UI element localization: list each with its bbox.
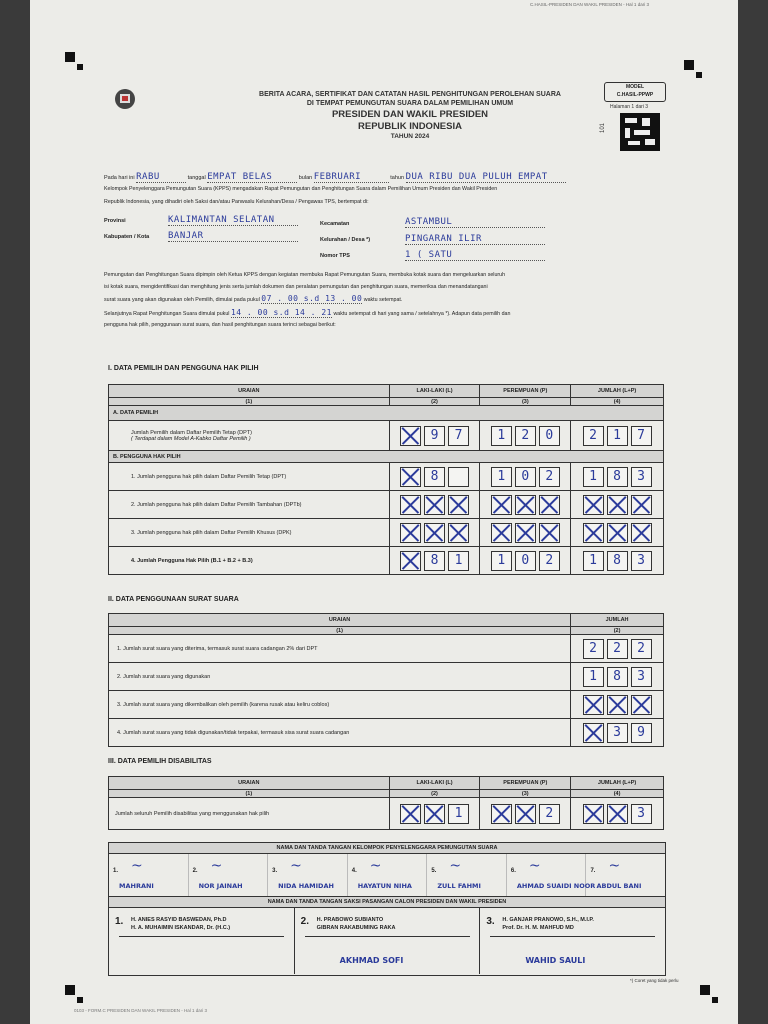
col-num: (1) [109, 790, 390, 798]
digit-box: 1 [448, 551, 469, 571]
month-label: bulan [298, 175, 313, 181]
crossed-box [583, 723, 604, 743]
row-b2-jumlah [571, 491, 664, 519]
digit-boxes [571, 667, 663, 687]
signature-scribble: ~ [369, 858, 382, 874]
slot-number: 4. [351, 868, 357, 874]
digit-box: 2 [515, 426, 536, 446]
row-a-perempuan [480, 421, 571, 451]
crossed-box [607, 695, 628, 715]
digit-box: 1 [583, 467, 604, 487]
registration-mark [77, 997, 83, 1003]
signer-name: ZULL FAHMI [437, 882, 481, 890]
candidate-1: H. ANIES RASYID BASWEDAN, Ph.D [131, 917, 227, 923]
registration-mark [712, 997, 718, 1003]
digit-box: 1 [607, 426, 628, 446]
registration-mark [684, 60, 694, 70]
col-num: (4) [571, 790, 664, 798]
witness-name: WAHID SAULI [525, 956, 586, 965]
digit-boxes [571, 495, 663, 515]
crossed-box [607, 523, 628, 543]
slot-number: 3. [486, 916, 495, 927]
crossed-box [583, 495, 604, 515]
row-a-laki [389, 421, 480, 451]
row-a-text: Jumlah Pemilih dalam Daftar Pemilih Tetap (DPT) [131, 429, 252, 436]
slot-number: 2. [300, 916, 310, 927]
digit-box: 9 [631, 723, 652, 743]
crossed-box [400, 495, 421, 515]
digit-box: 0 [515, 467, 536, 487]
col-num: (4) [571, 398, 664, 406]
digit-box: 3 [631, 667, 652, 687]
kpps-signature-slot [427, 854, 507, 896]
col-jumlah: JUMLAH [571, 614, 664, 627]
crossed-box [631, 523, 652, 543]
crossed-box [583, 695, 604, 715]
digit-box: 8 [424, 467, 445, 487]
candidate-names [502, 916, 594, 932]
divider [490, 936, 655, 937]
crossed-box [400, 467, 421, 487]
digit-boxes [390, 804, 480, 824]
digit-boxes [480, 467, 570, 487]
kelurahan-label: Kelurahan / Desa *) [320, 237, 371, 243]
digit-box: 9 [424, 426, 445, 446]
para-line1: Pemungutan dan Penghitungan Suara dipimpin oleh Ketua KPPS dengan kegiatan membuka Rapat Pemungutan Suara, membuka kotak suara dan mengeluarkan seluruh [104, 272, 506, 278]
para-line4 [104, 307, 714, 321]
header-line3: PRESIDEN DAN WAKIL PRESIDEN [331, 109, 489, 120]
crossed-box [424, 804, 445, 824]
crossed-box [448, 495, 469, 515]
header-line5: TAHUN 2024 [390, 133, 430, 140]
subsection-a: A. DATA PEMILIH [109, 406, 664, 421]
digit-box [448, 467, 469, 487]
disabilitas-perempuan [480, 798, 571, 830]
top-strip: C.HASIL-PRESIDEN DAN WAKIL PRESIDEN - Hal 1 dari 3 [530, 2, 649, 7]
disabilitas-jumlah [571, 798, 664, 830]
row-b3-laki [389, 519, 480, 547]
section2-title: II. DATA PENGGUNAAN SURAT SUARA [108, 596, 239, 603]
saksi-signatures [109, 908, 665, 974]
disabilitas-label: Jumlah seluruh Pemilih disabilitas yang menggunakan hak pilih [109, 798, 390, 830]
digit-box: 2 [583, 426, 604, 446]
witness-name: AKHMAD SOFI [339, 956, 404, 965]
digit-boxes [571, 523, 663, 543]
row-r3-jumlah [571, 691, 664, 719]
crossed-box [631, 495, 652, 515]
proceedings-paragraph [104, 270, 714, 332]
digit-boxes [390, 551, 480, 571]
tps-value: 1 ( SATU [405, 250, 545, 261]
crossed-box [400, 551, 421, 571]
digit-boxes [480, 495, 570, 515]
section1-title: I. DATA PEMILIH DAN PENGGUNA HAK PILIH [108, 365, 259, 372]
row-r2-label: 2. Jumlah surat suara yang digunakan [109, 663, 571, 691]
crossed-box [400, 523, 421, 543]
digit-box: 7 [631, 426, 652, 446]
signature-scribble: ~ [210, 858, 223, 874]
date-value: EMPAT BELAS [207, 172, 297, 183]
para-line2: isi kotak suara, mengidentifikasi dan menghitung jenis serta jumlah dokumen dan peralatan pemungutan dan penghitungan suara, memeriksa dan menandatangani [104, 283, 488, 290]
para-line3-end: waktu setempat. [363, 297, 403, 303]
kpps-signature-slot [348, 854, 428, 896]
signer-name: NOR JAINAH [198, 882, 243, 890]
row-r1-label: 1. Jumlah surat suara yang diterima, termasuk surat suara cadangan 2% dari DPT [109, 635, 571, 663]
provinsi-label: Provinsi [104, 218, 126, 224]
qr-code-icon [620, 113, 660, 151]
kabupaten-label: Kabupaten / Kota [104, 234, 150, 240]
para-line5: pengguna hak pilih, penggunaan surat suara, dan hasil penghitungan suara terinci sebagai berikut: [104, 322, 336, 328]
slot-number: 3. [272, 868, 278, 874]
digit-box: 3 [631, 467, 652, 487]
row-b2-perempuan [480, 491, 571, 519]
provinsi-value: KALIMANTAN SELATAN [168, 215, 298, 226]
row-r2-jumlah [571, 663, 664, 691]
row-a-jumlah [571, 421, 664, 451]
digit-box: 0 [539, 426, 560, 446]
row-r1-jumlah [571, 635, 664, 663]
slot-number: 2. [192, 868, 198, 874]
kecamatan-label: Kecamatan [320, 221, 350, 227]
row-b2-label: 2. Jumlah pengguna hak pilih dalam Daftar Pemilih Tambahan (DPTb) [109, 491, 390, 519]
opening-line [104, 172, 704, 183]
opening-text1: Kelompok Penyelenggara Pemungutan Suara (KPPS) mengadakan Rapat Pemungutan dan Penghitungan Suara dalam Pemilihan Umum Presiden dan Wakil Presiden [104, 186, 498, 192]
crossed-box [424, 495, 445, 515]
section2-table [108, 613, 664, 747]
time-counting: 14 . 00 s.d 14 . 21 [230, 307, 332, 317]
crossed-box [515, 495, 536, 515]
registration-mark [77, 64, 83, 70]
digit-box: 7 [448, 426, 469, 446]
row-b3-perempuan [480, 519, 571, 547]
section1-table [108, 384, 664, 575]
digit-boxes [390, 523, 480, 543]
digit-box: 2 [539, 467, 560, 487]
crossed-box [539, 495, 560, 515]
kpps-title: NAMA DAN TANDA TANGAN KELOMPOK PENYELENGGARA PEMUNGUTAN SUARA [109, 843, 665, 854]
candidate-2: Prof. Dr. H. M. MAHFUD MD [502, 925, 574, 931]
col-perempuan: PEREMPUAN (P) [480, 385, 571, 398]
para-line4-text: Selanjutnya Rapat Penghitungan Suara dimulai pukul [104, 310, 230, 317]
crossed-box [491, 495, 512, 515]
digit-boxes [390, 495, 480, 515]
date-label: tanggal [187, 175, 206, 181]
tps-label: Nomor TPS [320, 253, 350, 259]
row-a-note: ( Terdapat dalam Model A-Kabko Daftar Pemilih ) [131, 435, 251, 442]
crossed-box [448, 523, 469, 543]
digit-box: 2 [539, 804, 560, 824]
digit-box: 8 [607, 551, 628, 571]
saksi-slot [109, 908, 295, 974]
month-value: FEBRUARI [314, 172, 389, 183]
row-a-label [109, 421, 390, 451]
candidate-names [131, 916, 230, 932]
signature-scribble: ~ [131, 858, 143, 874]
digit-box: 0 [515, 551, 536, 571]
row-b4-perempuan [480, 547, 571, 575]
row-b3-label: 3. Jumlah pengguna hak pilih dalam Daftar Pemilih Khusus (DPK) [109, 519, 390, 547]
kecamatan-value: ASTAMBUL [405, 217, 545, 228]
kpps-signature-slot [586, 854, 665, 896]
day-label: Pada hari ini [104, 175, 135, 181]
digit-box: 2 [631, 639, 652, 659]
row-b3-jumlah [571, 519, 664, 547]
row-r3-label: 3. Jumlah surat suara yang dikembalikan oleh pemilih (karena rusak atau keliru coblos) [109, 691, 571, 719]
digit-boxes [571, 426, 663, 446]
digit-boxes [571, 467, 663, 487]
col-uraian: URAIAN [109, 777, 390, 790]
slot-number: 1. [113, 868, 119, 874]
header-line1: BERITA ACARA, SERTIFIKAT DAN CATATAN HASIL PENGHITUNGAN PEROLEHAN SUARA [259, 91, 561, 98]
registration-mark [696, 72, 702, 78]
year-value: DUA RIBU DUA PULUH EMPAT [406, 172, 566, 183]
saksi-slot [480, 908, 665, 974]
crossed-box [607, 495, 628, 515]
section3-title: III. DATA PEMILIH DISABILITAS [108, 758, 212, 765]
kpu-logo-icon [114, 88, 136, 110]
signature-scribble: ~ [449, 858, 462, 874]
registration-mark [700, 985, 710, 995]
digit-box: 2 [539, 551, 560, 571]
model-label: MODEL [625, 84, 645, 90]
crossed-box [583, 523, 604, 543]
signer-name: ABDUL BANI [596, 882, 642, 890]
digit-boxes [480, 426, 570, 446]
signer-name: MAHRANI [119, 882, 154, 890]
crossed-box [424, 523, 445, 543]
time-voting: 07 . 00 s.d 13 . 00 [261, 294, 363, 303]
signer-name: NIDA HAMIDAH [278, 882, 334, 890]
row-b1-laki [389, 463, 480, 491]
digit-box: 3 [631, 804, 652, 824]
form-paper [30, 0, 738, 1024]
crossed-box [539, 523, 560, 543]
divider [305, 936, 470, 937]
slot-number: 6. [510, 868, 516, 874]
col-num: (3) [480, 398, 571, 406]
col-perempuan: PEREMPUAN (P) [480, 777, 571, 790]
digit-box: 1 [491, 467, 512, 487]
col-jumlah: JUMLAH (L+P) [571, 385, 664, 398]
signature-scribble: ~ [608, 858, 621, 874]
candidate-1: H. GANJAR PRANOWO, S.H., M.I.P. [502, 917, 594, 923]
kpps-signature-slot [189, 854, 269, 896]
digit-boxes [480, 523, 570, 543]
model-box [604, 82, 666, 102]
registration-mark [65, 985, 75, 995]
digit-boxes [390, 426, 480, 446]
disabilitas-laki [389, 798, 480, 830]
crossed-box [400, 426, 421, 446]
year-label: tahun [390, 175, 405, 181]
digit-boxes [571, 695, 663, 715]
digit-box: 2 [583, 639, 604, 659]
digit-box: 1 [491, 426, 512, 446]
subsection-b: B. PENGGUNA HAK PILIH [109, 451, 664, 463]
row-r4-jumlah [571, 719, 664, 747]
row-b4-label: 4. Jumlah Pengguna Hak Pilih (B.1 + B.2 + B.3) [109, 547, 390, 575]
row-r4-label: 4. Jumlah surat suara yang tidak digunakan/tidak terpakai, termasuk sisa surat suara cadangan [109, 719, 571, 747]
footnote: *) Coret yang tidak perlu [630, 978, 679, 983]
col-num: (2) [571, 627, 664, 635]
kabupaten-value: BANJAR [168, 231, 298, 242]
slot-number: 5. [431, 868, 437, 874]
digit-box: 3 [631, 551, 652, 571]
col-jumlah: JUMLAH (L+P) [571, 777, 664, 790]
digit-boxes [480, 551, 570, 571]
row-b4-laki [389, 547, 480, 575]
day-value: RABU [136, 172, 186, 183]
row-b2-laki [389, 491, 480, 519]
header-line4: REPUBLIK INDONESIA [358, 121, 462, 132]
col-num: (2) [389, 398, 480, 406]
col-laki: LAKI-LAKI (L) [389, 385, 480, 398]
kpps-signature-slot [268, 854, 348, 896]
candidate-2: GIBRAN RAKABUMING RAKA [316, 925, 396, 931]
saksi-title: NAMA DAN TANDA TANGAN SAKSI PASANGAN CALON PRESIDEN DAN WAKIL PRESIDEN [109, 897, 665, 908]
digit-boxes [571, 551, 663, 571]
row-b1-perempuan [480, 463, 571, 491]
col-num: (2) [389, 790, 480, 798]
crossed-box [491, 523, 512, 543]
digit-boxes [571, 639, 663, 659]
header-line2: DI TEMPAT PEMUNGUTAN SUARA DALAM PEMILIHAN UMUM [306, 100, 514, 107]
signature-scribble: ~ [290, 858, 302, 874]
signer-name: HAYATUN NIHA [357, 882, 412, 890]
para-line3-text: surat suara yang akan digunakan oleh Pemilih, dimulai pada pukul [104, 297, 260, 303]
crossed-box [607, 804, 628, 824]
kpps-signatures [109, 854, 665, 897]
kpps-signature-slot [109, 854, 189, 896]
col-num: (3) [480, 790, 571, 798]
col-num: (1) [109, 398, 390, 406]
digit-boxes [571, 723, 663, 743]
crossed-box [515, 804, 536, 824]
crossed-box [515, 523, 536, 543]
opening-text2: Republik Indonesia, yang dihadiri oleh Saksi dan/atau Panwaslu Kelurahan/Desa / Pengawas TPS, bertempat di: [104, 199, 369, 205]
crossed-box [491, 804, 512, 824]
digit-box: 1 [491, 551, 512, 571]
col-num: (1) [109, 627, 571, 635]
kpps-signature-slot [507, 854, 596, 896]
col-uraian: URAIAN [109, 385, 390, 398]
kelurahan-value: PINGARAN ILIR [405, 234, 545, 245]
col-laki: LAKI-LAKI (L) [389, 777, 480, 790]
row-b4-jumlah [571, 547, 664, 575]
row-b1-label: 1. Jumlah pengguna hak pilih dalam Daftar Pemilih Tetap (DPT) [109, 463, 390, 491]
signature-block [108, 842, 666, 976]
slot-number: 7. [590, 868, 596, 874]
model-code: C.HASIL-PPWP [616, 92, 654, 98]
para-line3 [104, 293, 714, 307]
candidate-names [317, 916, 396, 932]
page-indicator: Halaman 1 dari 3 [610, 104, 649, 110]
slot-number: 1. [115, 916, 124, 927]
candidate-1: H. PRABOWO SUBIANTO [316, 917, 384, 923]
signature-scribble: ~ [528, 858, 541, 874]
saksi-slot [295, 908, 481, 974]
crossed-box [400, 804, 421, 824]
digit-box: 8 [607, 667, 628, 687]
digit-boxes [390, 467, 480, 487]
row-b1-jumlah [571, 463, 664, 491]
digit-box: 1 [583, 667, 604, 687]
crossed-box [583, 804, 604, 824]
vertical-code: 101 [600, 122, 607, 134]
digit-box: 8 [424, 551, 445, 571]
digit-boxes [571, 804, 663, 824]
divider [119, 936, 284, 937]
section3-table [108, 776, 664, 830]
digit-box: 2 [607, 639, 628, 659]
signer-name: AHMAD SUAIDI NOOR [516, 882, 596, 890]
digit-box: 1 [448, 804, 469, 824]
para-line4-end: waktu setempat di hari yang sama / setelahnya *). Adapun data pemilih dan [333, 310, 511, 317]
digit-boxes [480, 804, 570, 824]
digit-box: 8 [607, 467, 628, 487]
footer-code: 0103 - FORM.C PRESIDEN DAN WAKIL PRESIDEN - Hal 1 dari 3 [74, 1008, 207, 1013]
candidate-2: H. A. MUHAIMIN ISKANDAR, Dr. (H.C.) [131, 925, 231, 931]
registration-mark [65, 52, 75, 62]
digit-box: 3 [607, 723, 628, 743]
crossed-box [631, 695, 652, 715]
col-uraian: URAIAN [109, 614, 571, 627]
digit-box: 1 [583, 551, 604, 571]
